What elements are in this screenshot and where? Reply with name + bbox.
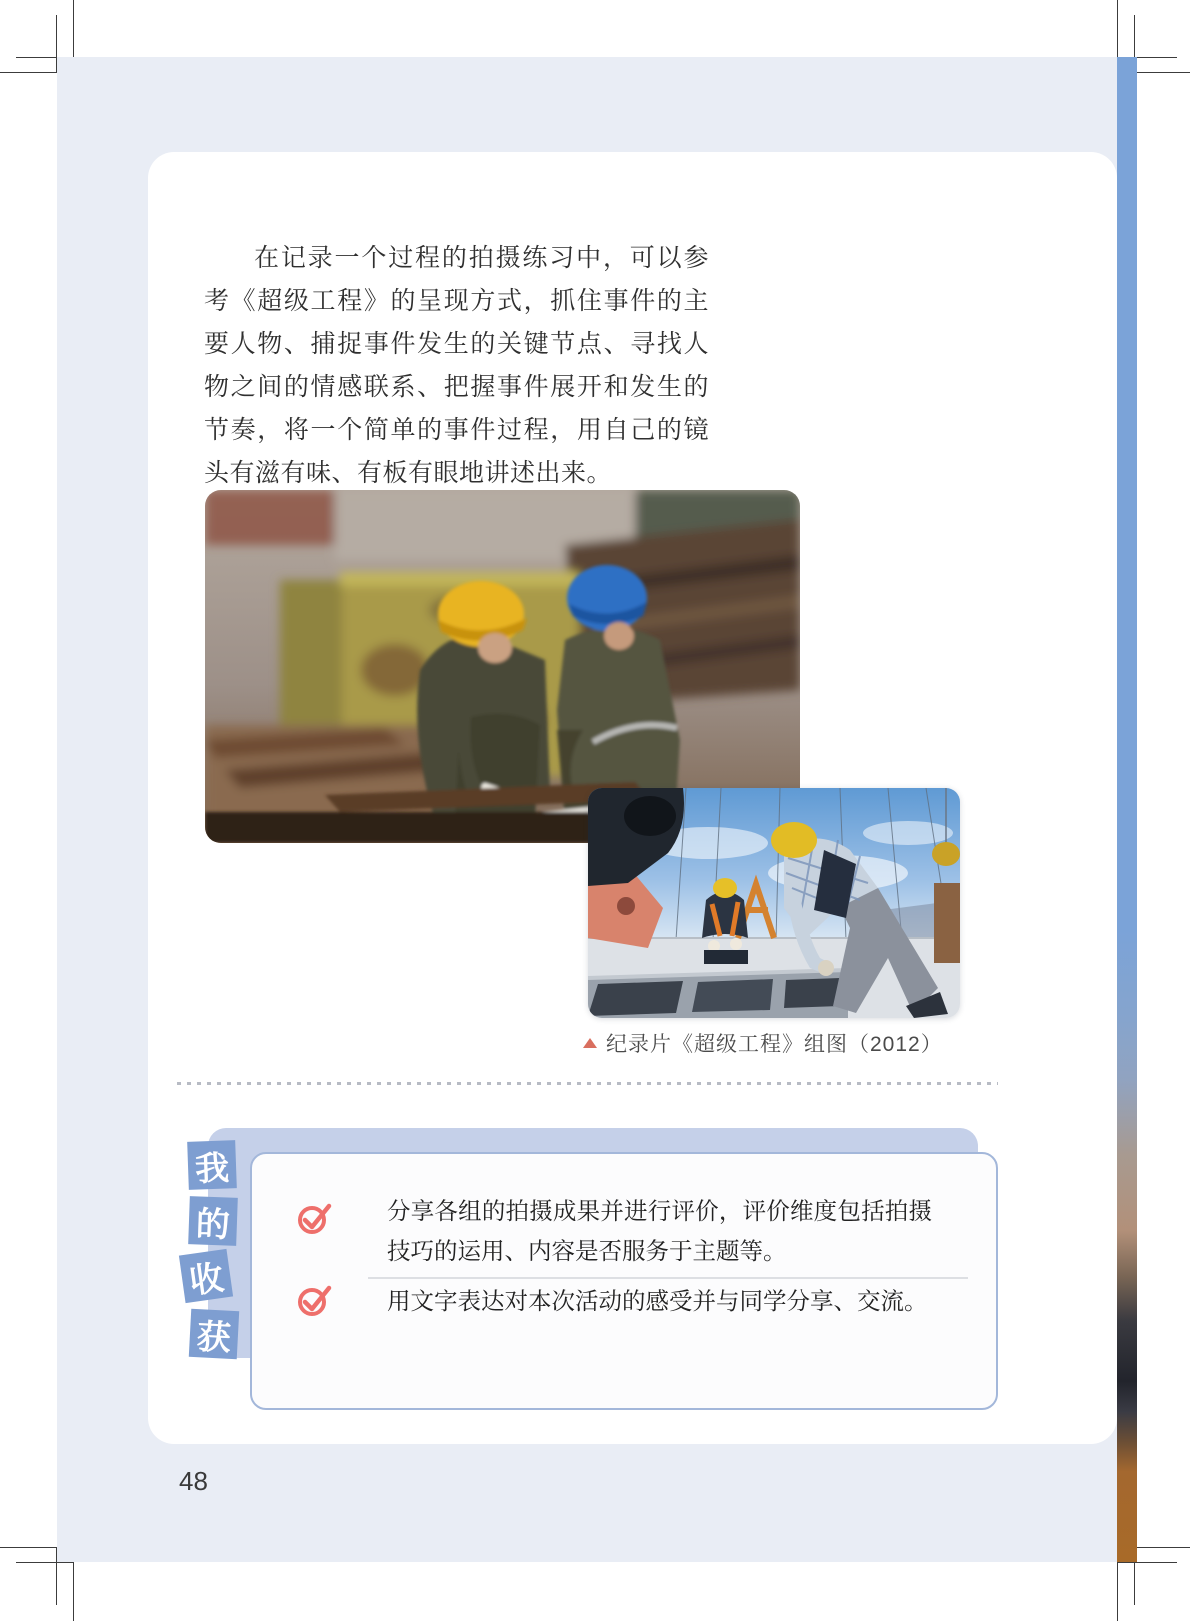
- body-paragraph: 在记录一个过程的拍摄练习中，可以参考《超级工程》的呈现方式，抓住事件的主要人物、捕捉事件发生的关键节点、寻找人物之间的情感联系、把握事件展开和发生的节奏，将一个简单的事件过程，用自己的镜头有滋有味、有板有眼地讲述出来。: [204, 245, 709, 487]
- crop-mark: [1117, 1562, 1177, 1563]
- caption-triangle-icon: [583, 1038, 597, 1048]
- photo-workers-bridge-deck-illustration: [588, 788, 960, 1018]
- edge-photo-strip: [1117, 57, 1137, 1562]
- harvest-label-tile-4: 获: [189, 1309, 239, 1359]
- crop-mark: [1134, 72, 1190, 73]
- harvest-label-tile-1: 我: [187, 1140, 237, 1190]
- harvest-label-tile-3: 收: [179, 1249, 233, 1303]
- crop-mark: [1117, 0, 1118, 58]
- crop-mark: [0, 72, 57, 73]
- page-number: 48: [179, 1466, 208, 1496]
- crop-mark: [1134, 1547, 1190, 1548]
- caption-text: 纪录片《超级工程》组图（2012）: [606, 1033, 943, 1056]
- crop-mark: [73, 1562, 74, 1621]
- crop-mark: [1117, 1562, 1118, 1621]
- figure-caption: [583, 1028, 943, 1058]
- crop-mark: [16, 1562, 74, 1563]
- check-circle-icon: [297, 1200, 333, 1236]
- harvest-item-1: 分享各组的拍摄成果并进行评价，评价维度包括拍摄技巧的运用、内容是否服务于主题等。: [387, 1199, 932, 1265]
- crop-mark: [0, 1547, 57, 1548]
- dashed-divider: [177, 1082, 998, 1085]
- harvest-box: [250, 1152, 998, 1410]
- check-circle-icon: [297, 1282, 333, 1318]
- harvest-label-tile-2: 的: [188, 1196, 238, 1246]
- harvest-item-divider: [368, 1277, 968, 1279]
- photo-workers-bridge-deck: [588, 788, 960, 1018]
- crop-mark: [73, 0, 74, 58]
- harvest-item-2: 用文字表达对本次活动的感受并与同学分享、交流。: [387, 1289, 928, 1315]
